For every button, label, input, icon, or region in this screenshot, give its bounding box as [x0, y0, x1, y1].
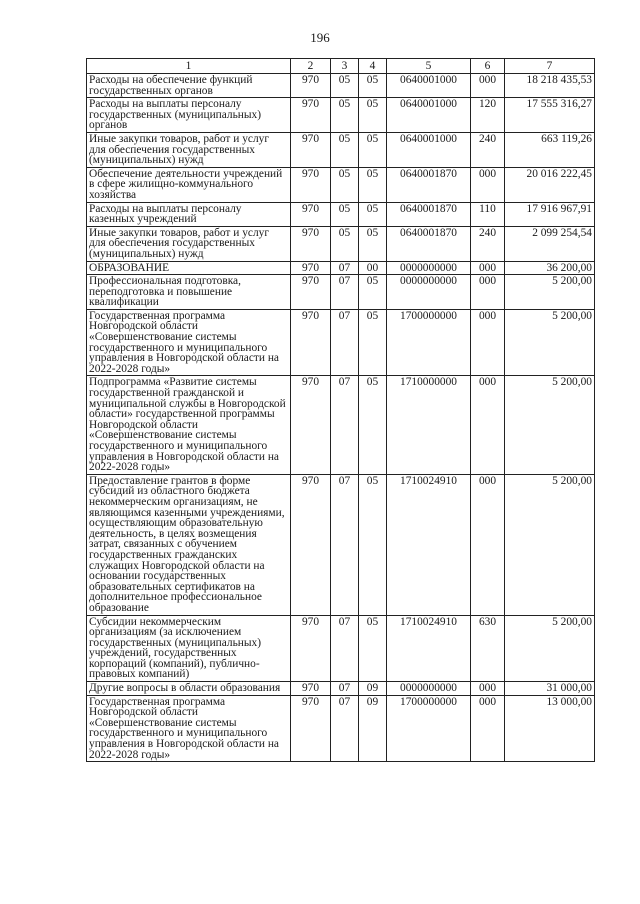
ministry-code-cell: 970 [291, 167, 331, 202]
row-name-cell: Расходы на выплаты персоналу казенных учреждений [87, 202, 291, 226]
table-row [87, 202, 595, 226]
row-name-cell: ОБРАЗОВАНИЕ [87, 261, 291, 275]
target-article-cell: 1700000000 [387, 309, 471, 376]
column-header: 1 [87, 59, 291, 74]
column-header: 2 [291, 59, 331, 74]
subsection-cell: 05 [359, 98, 387, 133]
ministry-code-cell: 970 [291, 98, 331, 133]
target-article-cell: 1700000000 [387, 695, 471, 762]
subsection-cell: 05 [359, 167, 387, 202]
target-article-cell: 1710024910 [387, 474, 471, 615]
table-row [87, 474, 595, 615]
subsection-cell: 05 [359, 615, 387, 682]
amount-cell: 5 200,00 [505, 615, 595, 682]
section-cell: 05 [331, 74, 359, 98]
section-cell: 07 [331, 261, 359, 275]
ministry-code-cell: 970 [291, 202, 331, 226]
amount-cell: 31 000,00 [505, 682, 595, 696]
ministry-code-cell: 970 [291, 275, 331, 310]
amount-cell: 13 000,00 [505, 695, 595, 762]
subsection-cell: 05 [359, 202, 387, 226]
table-row [87, 226, 595, 261]
section-cell: 07 [331, 474, 359, 615]
column-header: 4 [359, 59, 387, 74]
subsection-cell: 09 [359, 695, 387, 762]
row-name-cell: Иные закупки товаров, работ и услуг для обеспечения государственных (муниципальных) нужд [87, 226, 291, 261]
ministry-code-cell: 970 [291, 74, 331, 98]
amount-cell: 17 916 967,91 [505, 202, 595, 226]
table-row [87, 615, 595, 682]
section-cell: 05 [331, 226, 359, 261]
section-cell: 07 [331, 695, 359, 762]
section-cell: 07 [331, 309, 359, 376]
row-name-cell: Подпрограмма «Развитие системы государственной гражданской и муниципальной службы в Новгородской области» государственной программы Новгородской области «Совершенствование системы государственного и муниципального управления в Новгородской области на 2022-2028 годы» [87, 376, 291, 474]
table-row [87, 98, 595, 133]
table-row [87, 376, 595, 474]
row-name-cell: Расходы на обеспечение функций государственных органов [87, 74, 291, 98]
row-name-cell: Иные закупки товаров, работ и услуг для обеспечения государственных (муниципальных) нужд [87, 132, 291, 167]
expense-type-cell: 240 [471, 132, 505, 167]
subsection-cell: 05 [359, 74, 387, 98]
column-header: 5 [387, 59, 471, 74]
table-row [87, 74, 595, 98]
expense-type-cell: 240 [471, 226, 505, 261]
target-article-cell: 0000000000 [387, 275, 471, 310]
target-article-cell: 0640001000 [387, 74, 471, 98]
row-name-cell: Государственная программа Новгородской области «Совершенствование системы государственного и муниципального управления в Новгородской области на 2022-2028 годы» [87, 309, 291, 376]
target-article-cell: 0640001870 [387, 226, 471, 261]
table-body [87, 74, 595, 762]
expense-type-cell: 000 [471, 74, 505, 98]
expense-type-cell: 000 [471, 261, 505, 275]
target-article-cell: 0640001000 [387, 132, 471, 167]
subsection-cell: 05 [359, 309, 387, 376]
section-cell: 07 [331, 376, 359, 474]
subsection-cell: 05 [359, 474, 387, 615]
amount-cell: 5 200,00 [505, 309, 595, 376]
amount-cell: 36 200,00 [505, 261, 595, 275]
amount-cell: 2 099 254,54 [505, 226, 595, 261]
amount-cell: 5 200,00 [505, 275, 595, 310]
subsection-cell: 05 [359, 226, 387, 261]
table-row [87, 309, 595, 376]
page-number: 196 [310, 30, 330, 45]
row-name-cell: Государственная программа Новгородской области «Совершенствование системы государственного и муниципального управления в Новгородской области на 2022-2028 годы» [87, 695, 291, 762]
subsection-cell: 05 [359, 132, 387, 167]
row-name-cell: Субсидии некоммерческим организациям (за исключением государственных (муниципальных) учреждений, государственных корпораций (компаний), публично-правовых компаний) [87, 615, 291, 682]
row-name-cell: Расходы на выплаты персоналу государственных (муниципальных) органов [87, 98, 291, 133]
ministry-code-cell: 970 [291, 695, 331, 762]
target-article-cell: 1710024910 [387, 615, 471, 682]
table-row [87, 695, 595, 762]
target-article-cell: 0000000000 [387, 261, 471, 275]
expense-type-cell: 000 [471, 376, 505, 474]
amount-cell: 663 119,26 [505, 132, 595, 167]
ministry-code-cell: 970 [291, 261, 331, 275]
amount-cell: 18 218 435,53 [505, 74, 595, 98]
table-row [87, 261, 595, 275]
target-article-cell: 0640001000 [387, 98, 471, 133]
expense-type-cell: 000 [471, 275, 505, 310]
expense-type-cell: 120 [471, 98, 505, 133]
row-name-cell: Другие вопросы в области образования [87, 682, 291, 696]
expense-type-cell: 000 [471, 474, 505, 615]
amount-cell: 5 200,00 [505, 474, 595, 615]
subsection-cell: 00 [359, 261, 387, 275]
budget-table [86, 58, 595, 762]
subsection-cell: 05 [359, 275, 387, 310]
section-cell: 07 [331, 615, 359, 682]
table-row [87, 682, 595, 696]
target-article-cell: 0640001870 [387, 167, 471, 202]
ministry-code-cell: 970 [291, 474, 331, 615]
subsection-cell: 09 [359, 682, 387, 696]
ministry-code-cell: 970 [291, 132, 331, 167]
row-name-cell: Предоставление грантов в форме субсидий из областного бюджета некоммерческим организациям, не являющимся казенными учреждениями, осуществляющим образовательную деятельность, в целях возмещения затрат, связанных с обучением государственных гражданских служащих Новгородской области на основании государственных образовательных сертификатов на дополнительное профессиональное образование [87, 474, 291, 615]
target-article-cell: 0000000000 [387, 682, 471, 696]
section-cell: 07 [331, 275, 359, 310]
column-header: 7 [505, 59, 595, 74]
row-name-cell: Обеспечение деятельности учреждений в сфере жилищно-коммунального хозяйства [87, 167, 291, 202]
ministry-code-cell: 970 [291, 309, 331, 376]
expense-type-cell: 000 [471, 682, 505, 696]
expense-type-cell: 000 [471, 309, 505, 376]
amount-cell: 20 016 222,45 [505, 167, 595, 202]
table-row [87, 167, 595, 202]
target-article-cell: 0640001870 [387, 202, 471, 226]
section-cell: 05 [331, 167, 359, 202]
column-header: 6 [471, 59, 505, 74]
amount-cell: 17 555 316,27 [505, 98, 595, 133]
section-cell: 05 [331, 132, 359, 167]
ministry-code-cell: 970 [291, 226, 331, 261]
expense-type-cell: 000 [471, 695, 505, 762]
target-article-cell: 1710000000 [387, 376, 471, 474]
ministry-code-cell: 970 [291, 615, 331, 682]
table-row [87, 275, 595, 310]
table-header-row [87, 59, 595, 74]
amount-cell: 5 200,00 [505, 376, 595, 474]
table-row [87, 132, 595, 167]
expense-type-cell: 630 [471, 615, 505, 682]
expense-type-cell: 110 [471, 202, 505, 226]
column-header: 3 [331, 59, 359, 74]
section-cell: 07 [331, 682, 359, 696]
ministry-code-cell: 970 [291, 682, 331, 696]
row-name-cell: Профессиональная подготовка, переподготовка и повышение квалификации [87, 275, 291, 310]
section-cell: 05 [331, 98, 359, 133]
subsection-cell: 05 [359, 376, 387, 474]
expense-type-cell: 000 [471, 167, 505, 202]
ministry-code-cell: 970 [291, 376, 331, 474]
section-cell: 05 [331, 202, 359, 226]
